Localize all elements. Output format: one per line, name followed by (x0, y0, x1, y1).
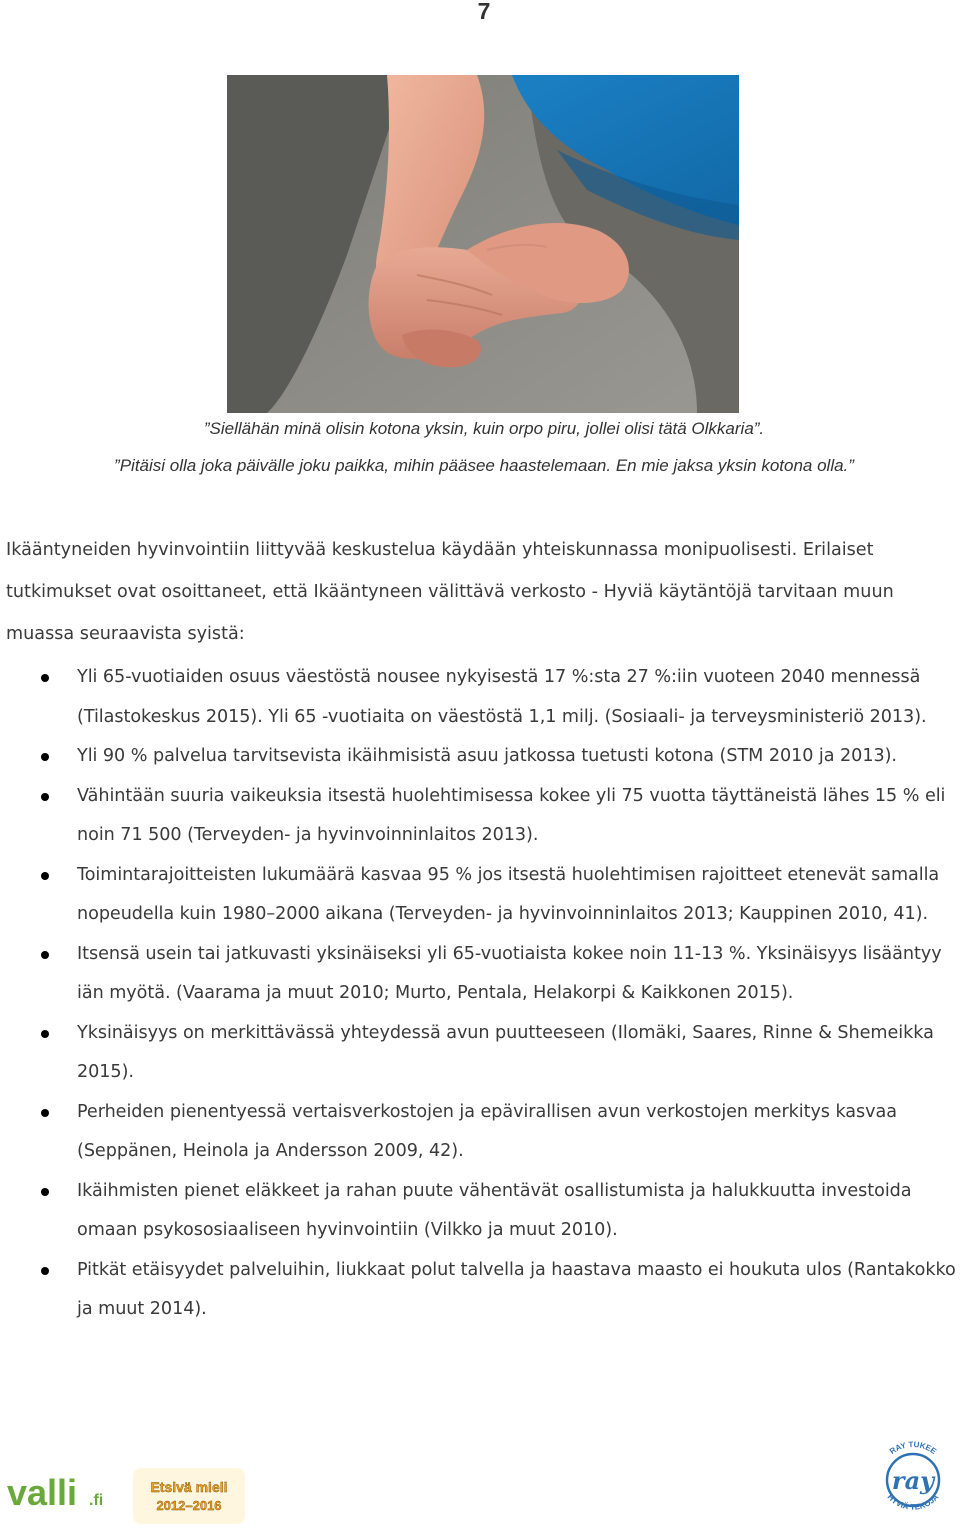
list-item: Vähintään suuria vaikeuksia itsestä huolehtimisessa kokee yli 75 vuotta täyttäneistä lähes 15 % eli noin 71 500 (Terveyden- ja hyvinvoinninlaitos 2013). (77, 777, 960, 856)
page-number: 7 (477, 0, 491, 24)
list-item: Yli 65-vuotiaiden osuus väestöstä nousee nykyisestä 17 %:sta 27 %:iin vuoteen 2040 mennessä (Tilastokeskus 2015). Yli 65 -vuotiaita on väestöstä 1,1 milj. (Sosiaali- ja terveysministeriö 2013). (77, 658, 960, 737)
list-item: Yli 90 % palvelua tarvitsevista ikäihmisistä asuu jatkossa tuetusti kotona (STM 2010 ja 2013). (77, 737, 960, 777)
svg-text:2012–2016: 2012–2016 (156, 1498, 222, 1513)
svg-text:.fi: .fi (89, 1492, 104, 1509)
quote-2: ”Pitäisi olla joka päivälle joku paikka, mihin pääsee haastelemaan. En mie jaksa yksin kotona olla.” (114, 456, 854, 475)
svg-text:HYVIÄ TEKOJA: HYVIÄ TEKOJA (885, 1492, 941, 1512)
list-item: Yksinäisyys on merkittävässä yhteydessä avun puutteeseen (Ilomäki, Saares, Rinne & Shemeikka 2015). (77, 1014, 960, 1093)
etsiva-mieli-logo (133, 1468, 245, 1528)
list-item: Perheiden pienentyessä vertaisverkostojen ja epävirallisen avun verkostojen merkitys kasvaa (Seppänen, Heinola ja Andersson 2009, 42). (77, 1093, 960, 1172)
holding-hands-photo (227, 75, 739, 413)
list-item: Toimintarajoitteisten lukumäärä kasvaa 95 % jos itsestä huolehtimisen rajoitteet etenevät samalla nopeudella kuin 1980–2000 aikana (Terveyden- ja hyvinvoinninlaitos 2013; Kauppinen 2010, 41). (77, 856, 960, 935)
valli-logo (5, 1462, 123, 1522)
svg-text:ray: ray (891, 1466, 935, 1495)
svg-text:Etsivä mieli: Etsivä mieli (150, 1479, 228, 1495)
reasons-list (77, 658, 960, 1330)
intro-paragraph: Ikääntyneiden hyvinvointiin liittyvää keskustelua käydään yhteiskunnassa monipuolisesti. Erilaiset tutkimukset ovat osoittaneet, että Ikääntyneen välittävä verkosto - Hyviä käytäntöjä tarvitaan muun muassa seuraavista syistä: (6, 540, 894, 644)
list-item: Pitkät etäisyydet palveluihin, liukkaat polut talvella ja haastava maasto ei houkuta ulos (Rantakokko ja muut 2014). (77, 1251, 960, 1330)
svg-text:valli: valli (7, 1472, 78, 1513)
list-item: Ikäihmisten pienet eläkkeet ja rahan puute vähentävät osallistumista ja halukkuutta investoida omaan psykososiaaliseen hyvinvointiin (Vilkko ja muut 2010). (77, 1172, 960, 1251)
list-item: Itsensä usein tai jatkuvasti yksinäiseksi yli 65-vuotiaista kokee noin 11-13 %. Yksinäisyys lisääntyy iän myötä. (Vaarama ja muut 2010; Murto, Pentala, Helakorpi & Kaikkonen 2015). (77, 935, 960, 1014)
svg-text:RAY TUKEE: RAY TUKEE (887, 1439, 939, 1457)
ray-logo (870, 1436, 956, 1528)
quote-1: ”Siellähän minä olisin kotona yksin, kuin orpo piru, jollei olisi tätä Olkkaria”. (203, 419, 765, 438)
